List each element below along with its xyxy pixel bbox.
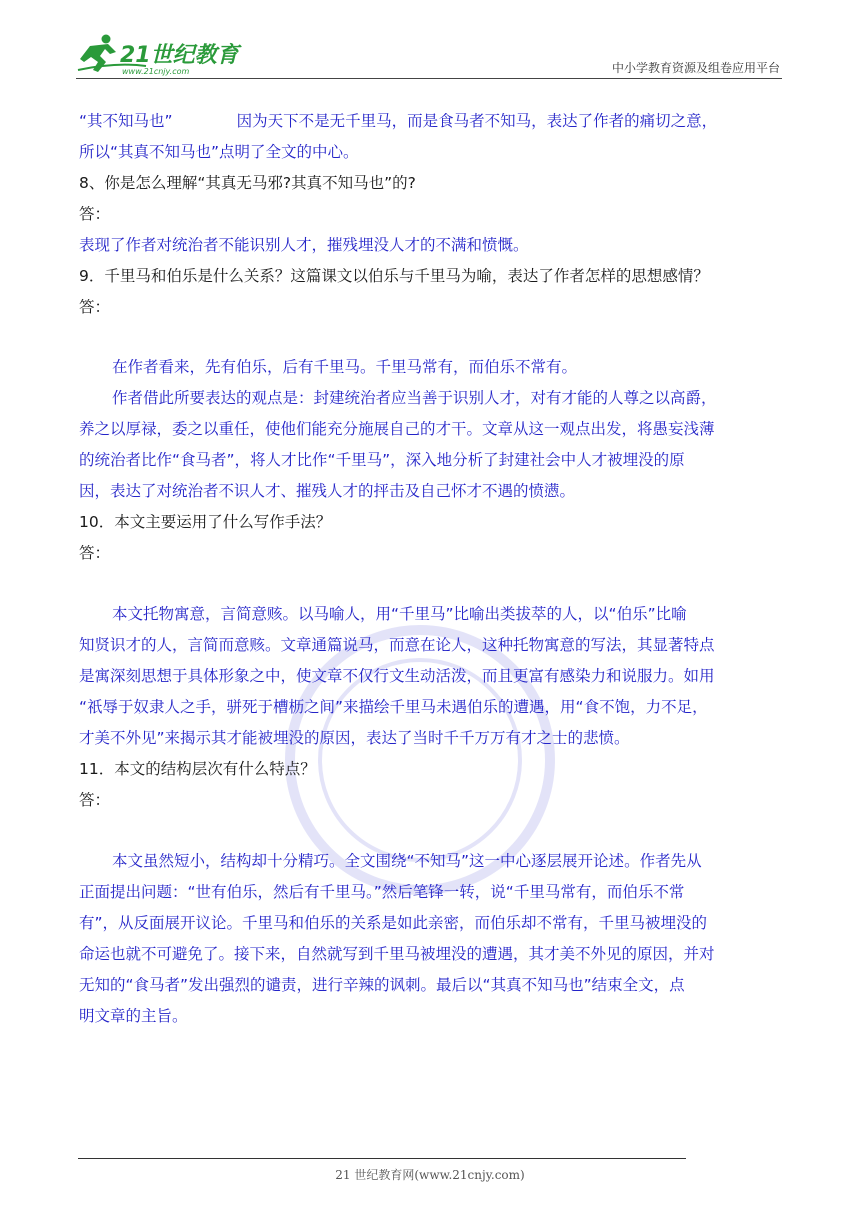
platform-name: 中小学教育资源及组卷应用平台 bbox=[611, 61, 780, 75]
answer-9-line: 的统治者比作“食马者”，将人才比作“千里马”，深入地分析了封建社会中人才被埋没的原 bbox=[79, 451, 685, 469]
question-8: 8、你是怎么理解“其真无马邪?其真不知马也”的? bbox=[79, 174, 416, 192]
answer-9-paragraph-1: 在作者看来，先有伯乐，后有千里马。千里马常有，而伯乐不常有。 bbox=[112, 358, 578, 376]
answer-9-line: 作者借此所要表达的观点是：封建统治者应当善于识别人才，对有才能的人尊之以高爵， bbox=[112, 389, 717, 407]
header-divider bbox=[76, 78, 782, 79]
question-9: 9．千里马和伯乐是什么关系？这篇课文以伯乐与千里马为喻，表达了作者怎样的思想感情？ bbox=[79, 267, 709, 285]
footer-divider bbox=[78, 1158, 686, 1159]
question-10: 10．本文主要运用了什么写作手法？ bbox=[79, 513, 332, 531]
answer-10-line: 本文托物寓意，言简意赅。以马喻人，用“千里马”比喻出类拔萃的人，以“伯乐”比喻 bbox=[112, 605, 687, 623]
answer-9-line: 养之以厚禄，委之以重任，使他们能充分施展自己的才干。文章从这一观点出发，将愚妄浅薄 bbox=[79, 420, 715, 438]
answer-label: 答： bbox=[79, 298, 111, 316]
answer-label: 答： bbox=[79, 544, 111, 562]
logo-text: 21世纪教育 bbox=[120, 43, 239, 68]
question-11: 11．本文的结构层次有什么特点？ bbox=[79, 760, 316, 778]
answer-10-line: 知贤识才的人，言简而意赅。文章通篇说马，而意在论人，这种托物寓意的写法，其显著特点 bbox=[79, 636, 715, 654]
answer-11-line: 命运也就不可避免了。接下来，自然就写到千里马被埋没的遭遇，其才美不外见的原因，并对 bbox=[79, 945, 715, 963]
term: “其不知马也” bbox=[79, 112, 173, 130]
answer-label: 答： bbox=[79, 205, 111, 223]
answer-11-line: 明文章的主旨。 bbox=[79, 1007, 188, 1025]
answer-9-line: 因，表达了对统治者不识人才、摧残人才的抨击及自己怀才不遇的愤懑。 bbox=[79, 482, 576, 500]
answer-label: 答： bbox=[79, 791, 111, 809]
answer-11-line: 无知的“食马者”发出强烈的谴责，进行辛辣的讽刺。最后以“其真不知马也”结束全文，点 bbox=[79, 976, 685, 994]
answer-10-line: 是寓深刻思想于具体形象之中，使文章不仅行文生动活泼，而且更富有感染力和说服力。如用 bbox=[79, 667, 715, 685]
answer-10-line: 才美不外见”来揭示其才能被埋没的原因，表达了当时千千万万有才之士的悲愤。 bbox=[79, 729, 630, 747]
answer-8: 表现了作者对统治者不能识别人才，摧残埋没人才的不满和愤慨。 bbox=[79, 236, 529, 254]
document-body bbox=[79, 106, 785, 1032]
answer-11-line: 正面提出问题：“世有伯乐，然后有千里马。”然后笔锋一转，说“千里马常有，而伯乐不常 bbox=[79, 883, 685, 901]
answer-line: 所以“其真不知马也”点明了全文的中心。 bbox=[79, 143, 359, 161]
footer-text: 21 世纪教育网(www.21cnjy.com) bbox=[335, 1168, 525, 1182]
answer-11-line: 本文虽然短小，结构却十分精巧。全文围绕“不知马”这一中心逐层展开论述。作者先从 bbox=[112, 852, 702, 870]
answer-11-line: 有”，从反面展开议论。千里马和伯乐的关系是如此亲密，而伯乐却不常有，千里马被埋没的 bbox=[79, 914, 708, 932]
logo-url: www.21cnjy.com bbox=[122, 67, 190, 76]
answer-10-line: “祇辱于奴隶人之手，骈死于槽枥之间”来描绘千里马未遇伯乐的遭遇，用“食不饱，力不足， bbox=[79, 698, 708, 716]
answer-line: “其不知马也” 因为天下不是无千里马，而是食马者不知马，表达了作者的痛切之意， bbox=[79, 112, 718, 130]
page-header bbox=[76, 32, 782, 78]
logo bbox=[76, 32, 246, 76]
